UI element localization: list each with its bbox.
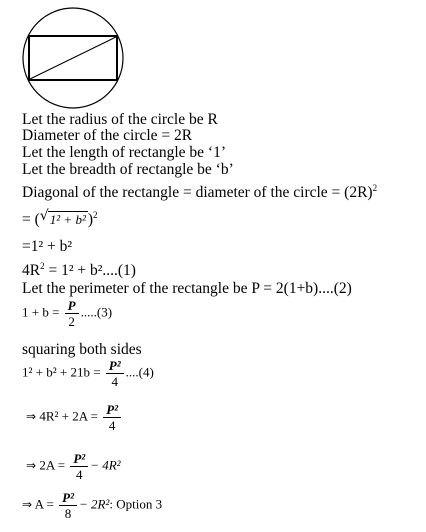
eq4-numerator: P²: [106, 358, 124, 374]
step-area-equation: [26, 402, 123, 433]
step2-fraction: [70, 451, 88, 482]
sqrt-radical: √ 1² + b²: [39, 208, 86, 227]
sqrt-radicand: 1² + b²: [49, 212, 86, 227]
step2-denominator: 4: [76, 467, 83, 482]
implies-arrow-2: ⇒: [26, 458, 37, 473]
implies-arrow-1: ⇒: [26, 409, 37, 424]
eq3-lhs: 1 + b =: [22, 304, 60, 320]
step-2a-equation: [26, 451, 121, 482]
final-lhs: A =: [34, 496, 54, 512]
final-option: : Option 3: [109, 496, 163, 512]
circle-rectangle-figure: [21, 6, 125, 110]
eq3-denominator: 2: [68, 314, 75, 329]
final-rhs: − 2R²: [78, 496, 110, 512]
final-numerator: P²: [59, 490, 77, 506]
length-statement: Let the length of rectangle be ‘1’: [22, 144, 226, 161]
rectangle-diagonal: [30, 37, 116, 79]
equation-4: [22, 358, 154, 389]
eq4-fraction: [106, 358, 124, 389]
eq4-denominator: 4: [111, 374, 118, 389]
eq4-lhs: 1² + b² + 21b =: [22, 364, 101, 380]
eq4-tag: ....(4): [125, 364, 154, 380]
sqrt-exponent: 2: [93, 209, 98, 220]
step1-denominator: 4: [108, 418, 116, 433]
final-denominator: 8: [64, 506, 72, 521]
step1-fraction: [103, 402, 121, 433]
step2-lhs: 2A =: [39, 457, 66, 473]
equation-1: [22, 262, 136, 279]
eq1-rhs: = 1² + b²....(1): [44, 262, 136, 279]
breadth-statement: Let the breadth of rectangle be ‘b’: [22, 161, 234, 178]
equation-3: [22, 298, 112, 329]
sum-of-squares: =1² + b²: [22, 238, 73, 255]
final-fraction: [59, 490, 77, 521]
step1-lhs: 4R² + 2A =: [39, 408, 98, 424]
sqrt-suffix: ): [87, 211, 94, 228]
perimeter-statement: Let the perimeter of the rectangle be P = 2(1+b)....(2): [22, 280, 352, 297]
sqrt-expression: [22, 208, 98, 228]
diagonal-statement: [22, 184, 377, 201]
sqrt-prefix: = (: [22, 211, 40, 228]
eq1-lhs: 4R: [22, 262, 41, 279]
diagonal-exponent: 2: [372, 182, 378, 193]
implies-arrow-3: ⇒: [22, 497, 33, 512]
final-answer: [22, 490, 162, 521]
diagonal-text: Diagonal of the rectangle = diameter of the circle = (2R): [22, 184, 373, 201]
step1-numerator: P²: [103, 402, 121, 418]
eq3-numerator: P: [65, 298, 79, 314]
step2-numerator: P²: [70, 451, 88, 467]
step2-rhs: − 4R²: [90, 457, 121, 473]
diameter-statement: Diameter of the circle = 2R: [22, 127, 193, 144]
eq3-tag: .....(3): [80, 304, 113, 320]
eq1-exponent: 2: [40, 260, 45, 271]
radius-statement: Let the radius of the circle be R: [22, 111, 218, 128]
squaring-statement: squaring both sides: [22, 341, 142, 358]
eq3-fraction: [65, 298, 79, 329]
